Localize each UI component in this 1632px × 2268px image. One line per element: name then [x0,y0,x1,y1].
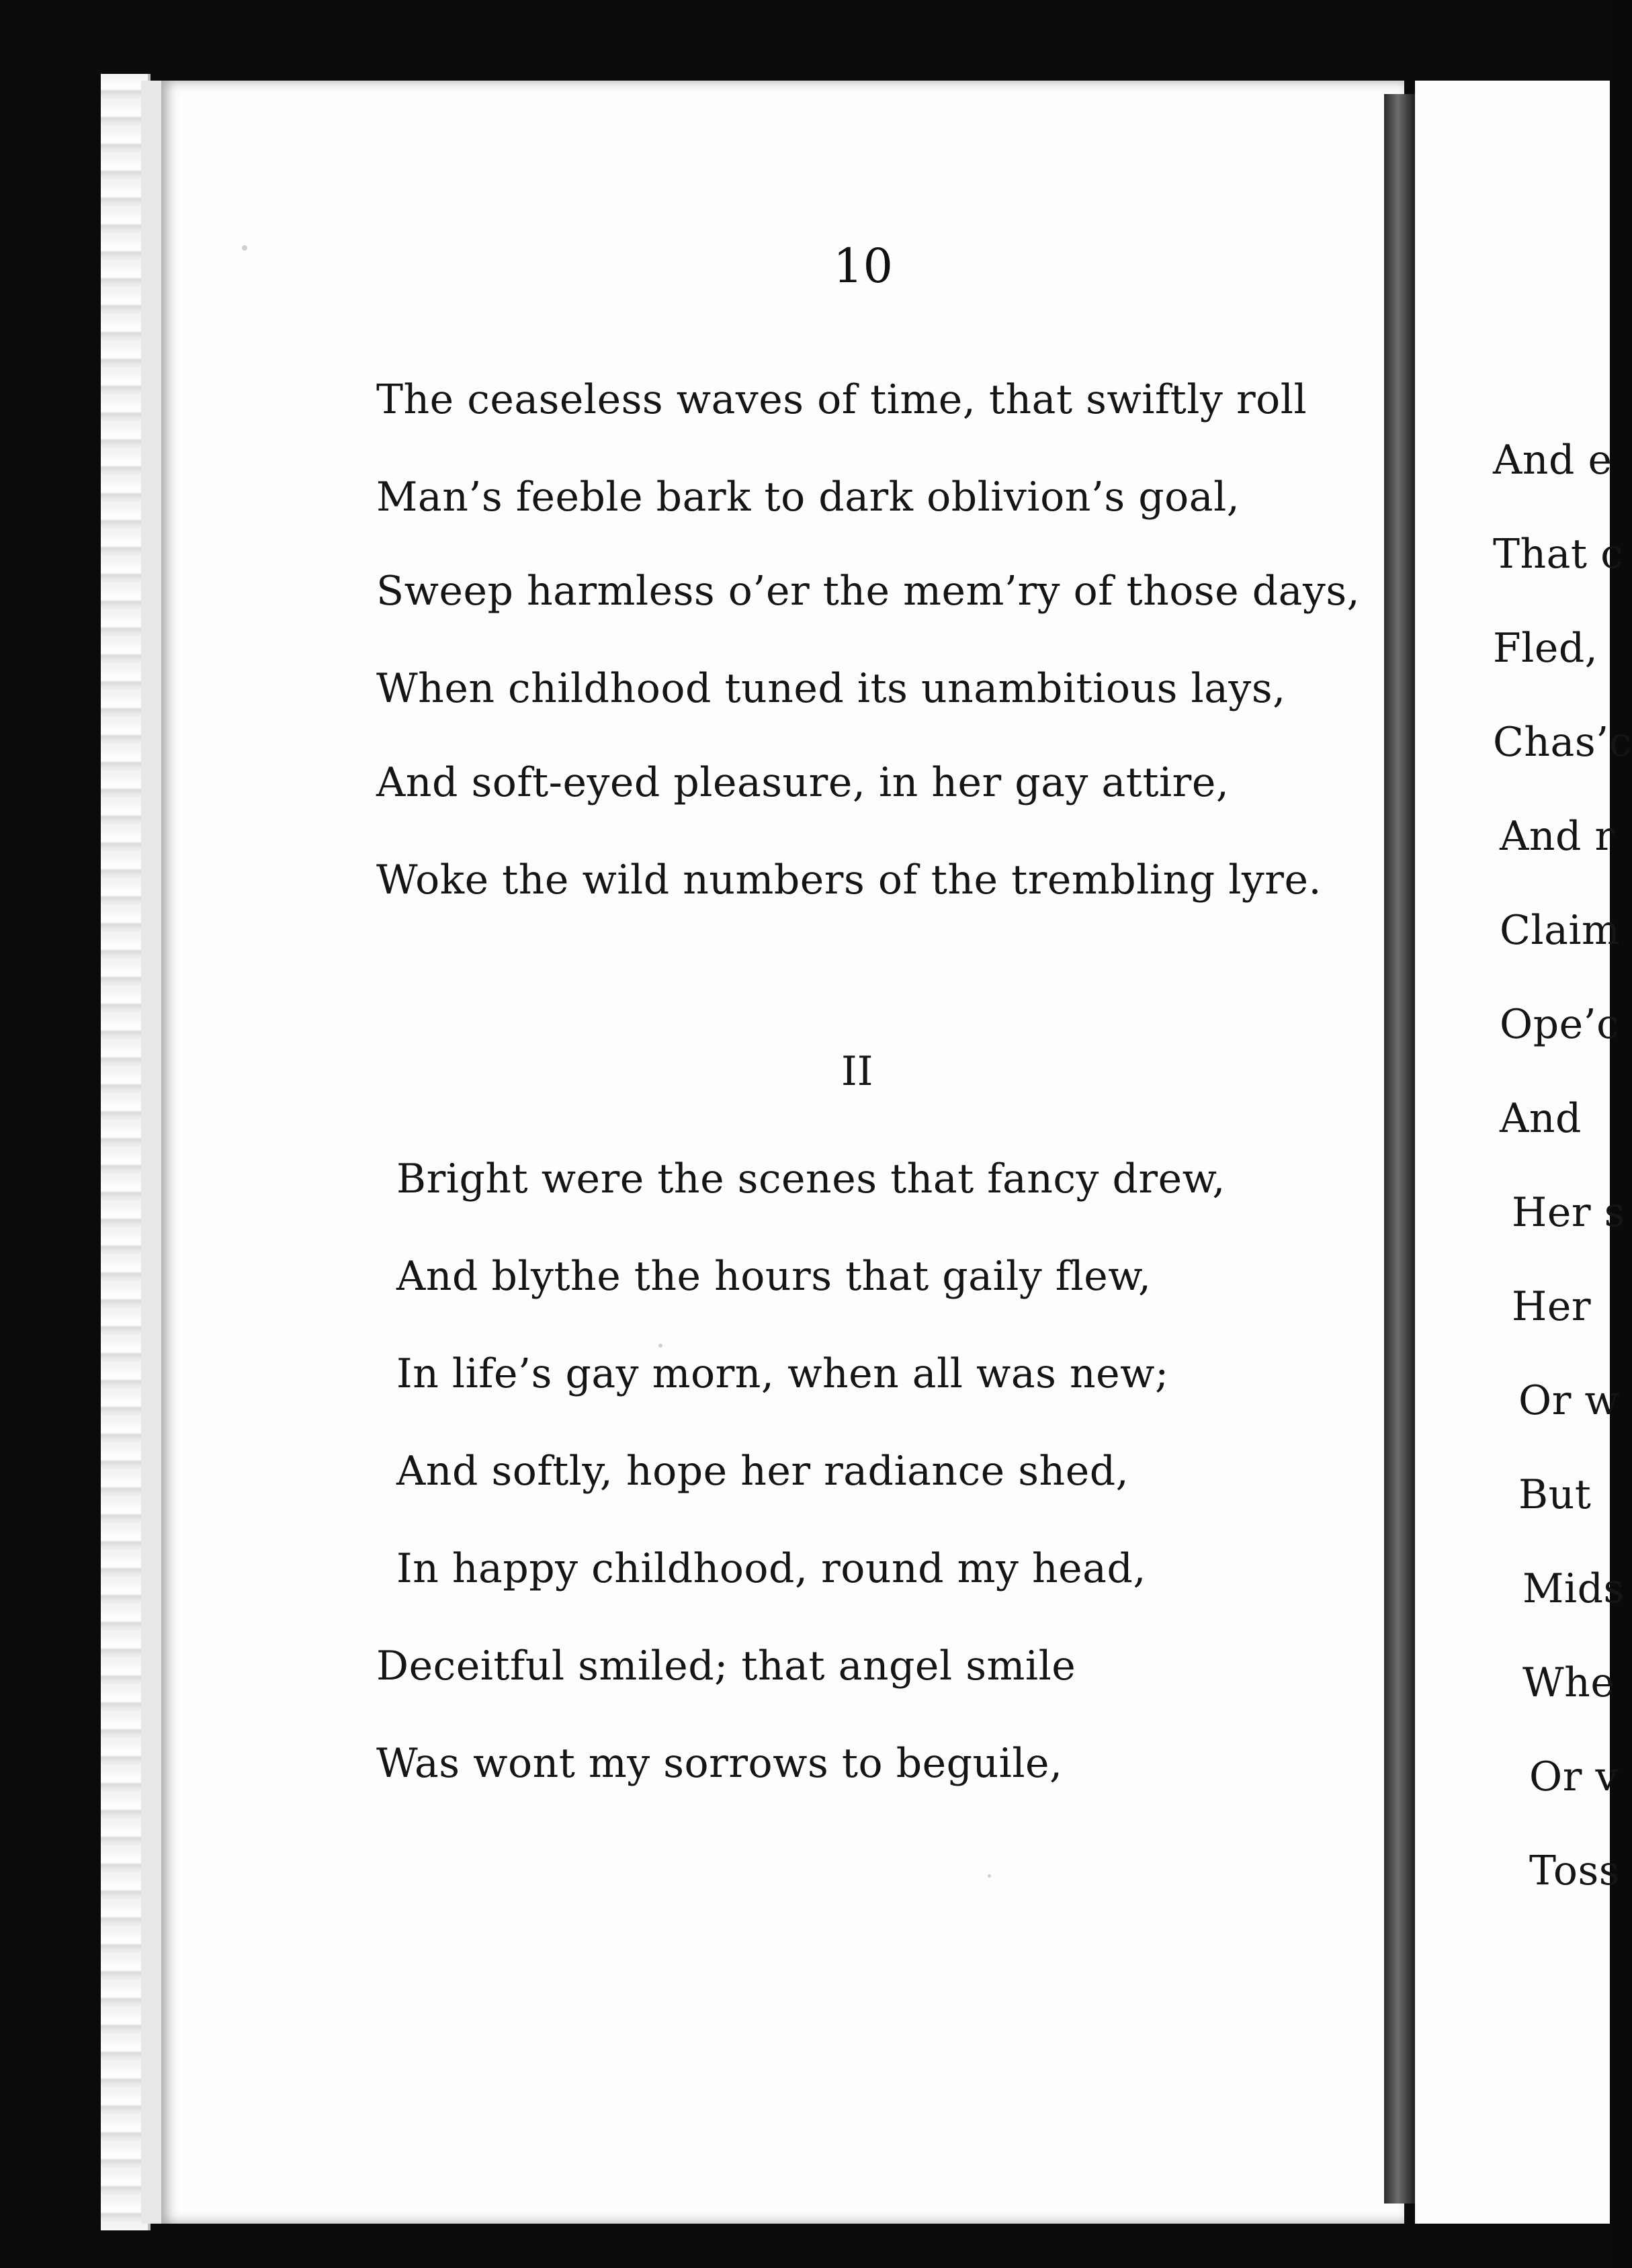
poem-line: Bright were the scenes that fancy drew, [396,1155,1226,1203]
paper-speck [988,1874,991,1878]
right-page-cropped [1415,81,1632,2224]
cropped-poem-line: Whe [1522,1659,1615,1706]
cropped-poem-line: Or w [1518,1377,1620,1424]
paper-speck [658,1344,662,1348]
poem-line: And softly, hope her radiance shed, [396,1448,1129,1495]
cropped-poem-line: Claim [1500,907,1621,954]
cropped-poem-line: Chas’c [1493,719,1632,766]
poem-line: Sweep harmless o’er the mem’ry of those days, [376,568,1361,615]
cropped-poem-line: Her [1512,1283,1592,1330]
poem-line: In happy childhood, round my head, [396,1545,1146,1592]
book-gutter [1384,94,1415,2204]
paper-speck [242,245,247,251]
cropped-poem-line: And [1500,1095,1582,1142]
cropped-poem-line: That c [1493,531,1624,578]
cropped-poem-line: And e [1493,437,1613,484]
poem-line: And blythe the hours that gaily flew, [396,1253,1152,1300]
section-heading: II [841,1048,873,1095]
cropped-poem-line: And r [1500,813,1615,860]
poem-line: And soft-eyed pleasure, in her gay attire, [376,759,1230,806]
cropped-poem-line: Or v [1529,1753,1619,1800]
cropped-poem-line: Ope’c [1500,1001,1620,1048]
cropped-poem-line: Fled, [1493,625,1598,672]
poem-line: Was wont my sorrows to beguile, [376,1740,1063,1787]
cropped-poem-line: Her s [1512,1189,1625,1236]
left-page [141,81,1404,2224]
poem-line: In life’s gay morn, when all was new; [396,1350,1169,1397]
page-number: 10 [833,238,894,294]
poem-line: When childhood tuned its unambitious lays, [376,665,1286,712]
cropped-poem-line: Mids [1522,1565,1625,1612]
cropped-poem-line: But [1518,1471,1592,1518]
poem-line: Deceitful smiled; that angel smile [376,1643,1076,1690]
poem-line: The ceaseless waves of time, that swiftly roll [376,376,1307,423]
cropped-poem-line: Toss [1529,1847,1621,1894]
poem-line: Woke the wild numbers of the trembling lyre. [376,857,1322,904]
poem-line: Man’s feeble bark to dark oblivion’s goal, [376,474,1240,521]
